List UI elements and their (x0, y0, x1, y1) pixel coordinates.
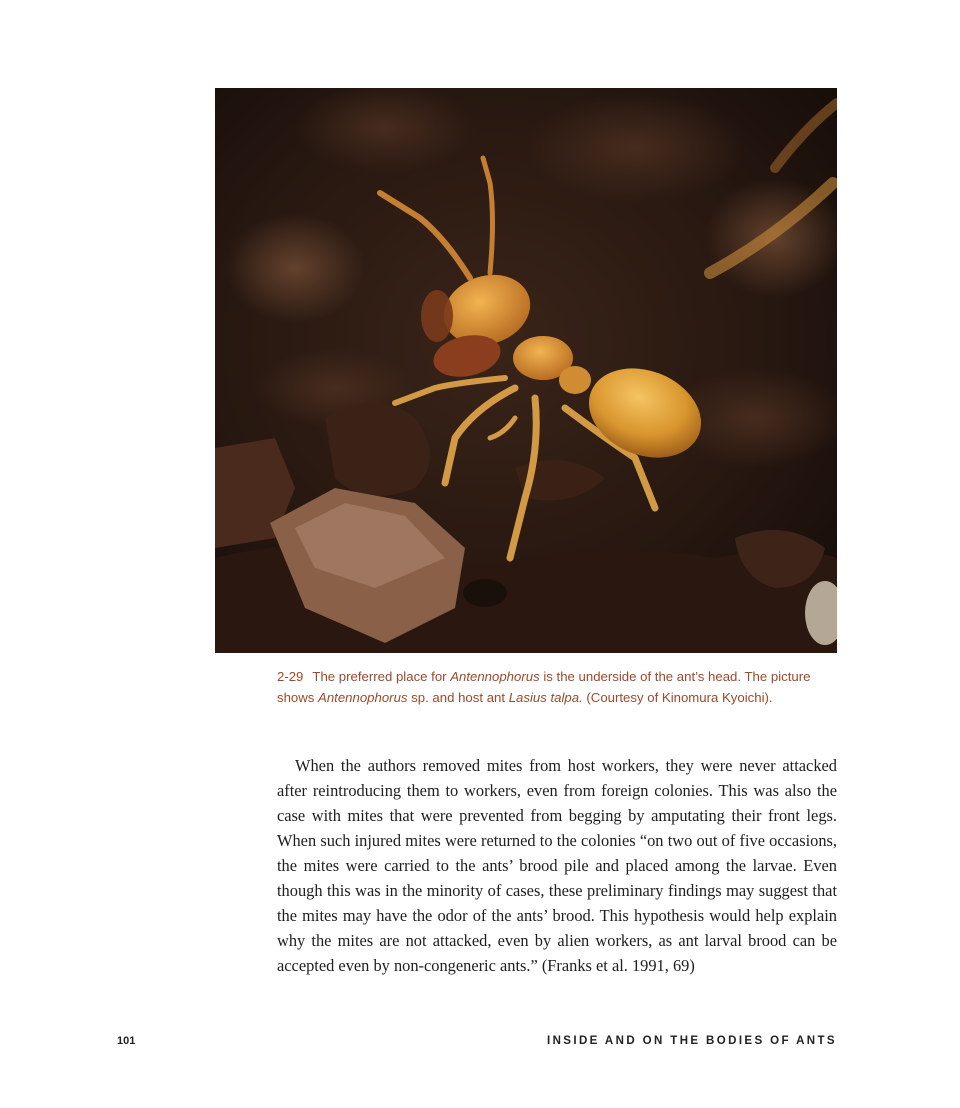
figure-number: 2-29 (277, 669, 304, 684)
caption-part: is the underside of the ant’s head. The picture shows (277, 669, 811, 705)
caption-part: (Courtesy of Kinomura Kyoichi). (582, 690, 773, 705)
caption-text (277, 669, 810, 705)
caption-part: sp. and host ant (407, 690, 509, 705)
caption-part: The preferred place for (312, 669, 451, 684)
ant-photo (215, 88, 837, 653)
running-head: INSIDE AND ON THE BODIES OF ANTS (547, 1035, 837, 1047)
caption-part: Lasius talpa. (508, 690, 583, 705)
page-number: 101 (117, 1035, 136, 1047)
body-text (277, 753, 837, 978)
body-paragraph: When the authors removed mites from host workers, they were never attacked after reintroducing them to workers, even from foreign colonies. This was also the case with mites that were prevented from begging by amputating their front legs. When such injured mites were returned to the colonies “on two out of five occasions, the mites were carried to the ants’ brood pile and placed among the larvae. Even though this was in the minority of cases, these preliminary findings may suggest that the mites may have the odor of the ants’ brood. This hypothesis would help explain why the mites are not attacked, even by alien workers, as ant larval brood can be accepted even by non-congeneric ants.” (Franks et al. 1991, 69) (277, 756, 837, 975)
figure-caption (277, 666, 847, 708)
caption-part: Antennophorus (318, 690, 408, 705)
caption-part: Antennophorus (450, 669, 540, 684)
